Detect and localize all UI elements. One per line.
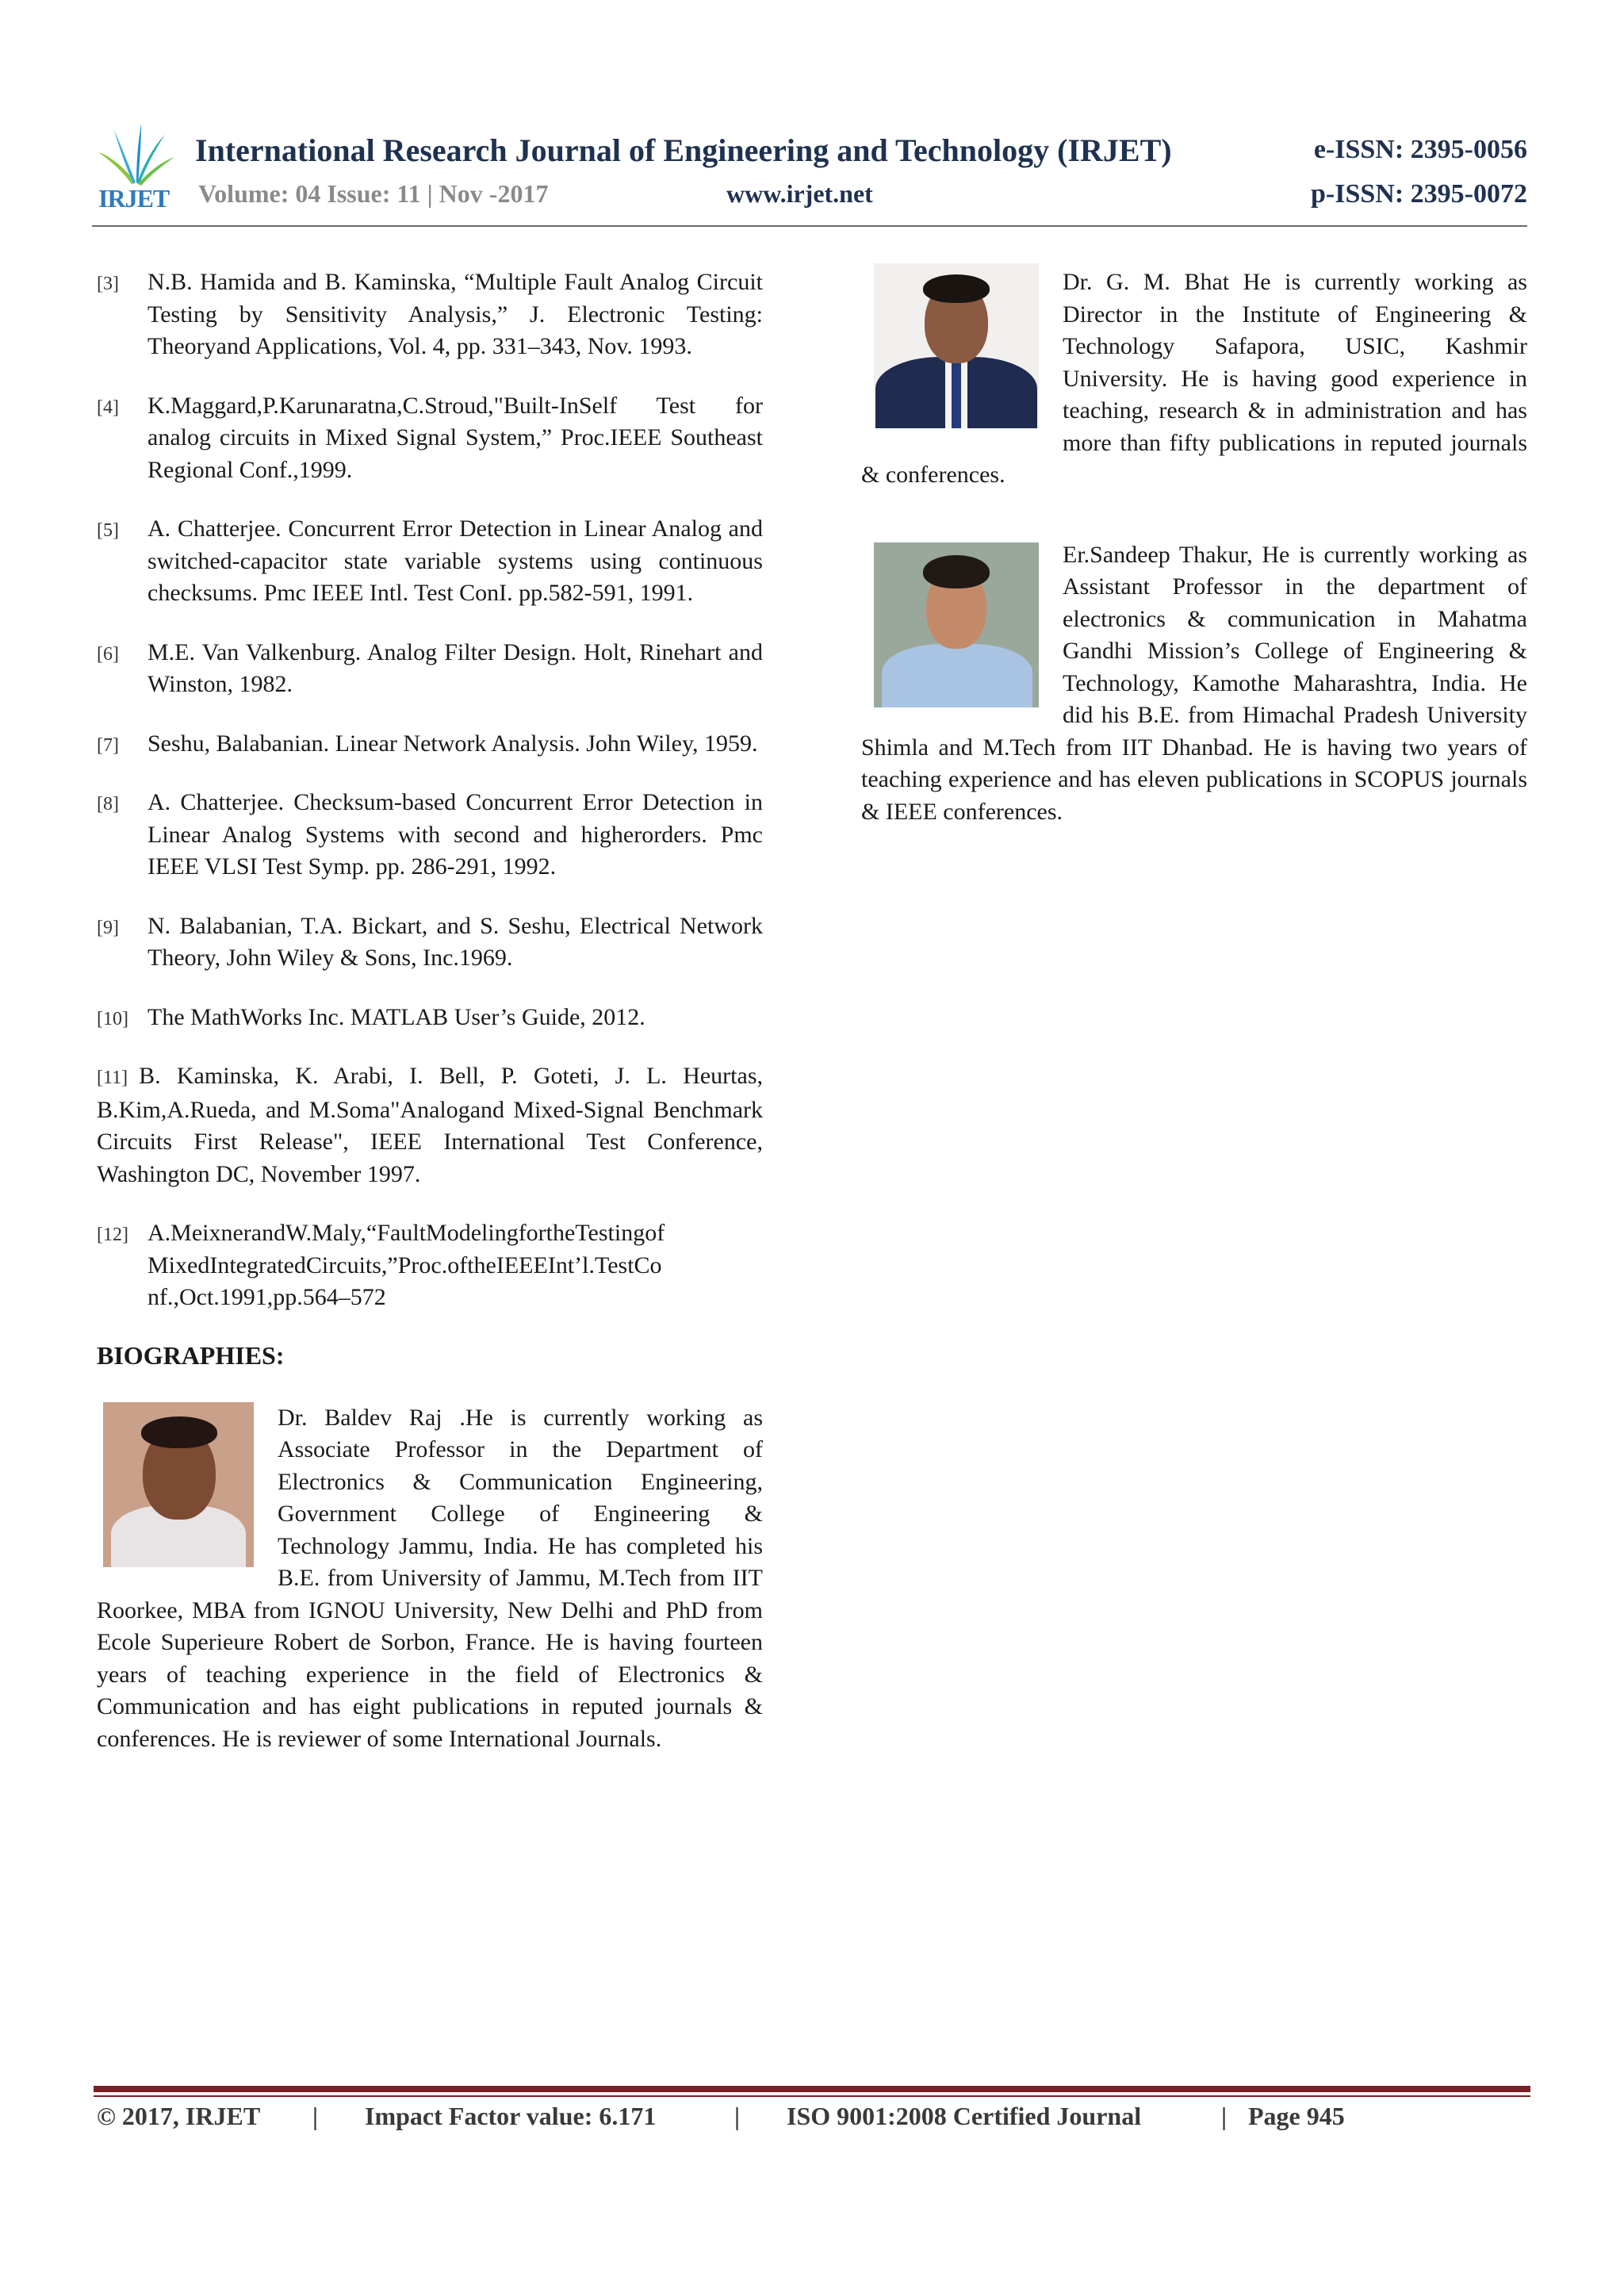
e-issn: e-ISSN: 2395-0056 [1313, 135, 1527, 164]
reference-number: [6] [97, 643, 119, 665]
reference-number: [10] [97, 1008, 128, 1029]
irjet-logo-leaves-icon [92, 119, 179, 190]
reference-item [97, 910, 763, 975]
author-photo [103, 1402, 254, 1567]
reference-number: [8] [97, 794, 119, 815]
irjet-logo [92, 119, 179, 214]
volume-issue: Volume: 04 Issue: 11 | Nov -2017 [198, 179, 549, 208]
biography-text: Er.Sandeep Thakur, He is currently working as Assistant Professor in the department of electronics & communication in Mahatma Gandhi Mission’s College of Engineering & Technology, Kamothe Maharashtra, India. He did his B.E. from Himachal Pradesh University Shimla and M.Tech from IIT Dhanbad. He is having two years of teaching experience and has eleven publications in SCOPUS journals & IEEE conferences. [861, 541, 1527, 825]
reference-text: Seshu, Balabanian. Linear Network Analysis. John Wiley, 1959. [147, 730, 758, 757]
reference-text: A. Chatterjee. Checksum-based Concurrent Error Detection in Linear Analog Systems with second and higherorders. Pmc IEEE VLSI Test Symp. pp. 286-291, 1992. [147, 789, 763, 880]
reference-number: [3] [97, 274, 119, 294]
biography-baldev-raj [97, 1402, 763, 1756]
biography-sandeep-thakur [861, 539, 1527, 829]
journal-header [92, 111, 1527, 230]
logo-text: IRJET [98, 184, 170, 213]
reference-number: [11] [97, 1068, 128, 1088]
footer-divider-thin [94, 2095, 1530, 2097]
biography-gm-bhat [861, 266, 1527, 492]
reference-item [97, 637, 763, 701]
left-column [97, 266, 763, 1755]
biography-text: Dr. G. M. Bhat He is currently working as Director in the Institute of Engineering & Technology Safapora, USIC, Kashmir University. He is having good experience in teaching, research & in administration and has more than fifty publications in reputed journals & conferences. [861, 269, 1527, 488]
reference-text: N. Balabanian, T.A. Bickart, and S. Seshu, Electrical Network Theory, John Wiley & Sons, Inc.1969. [147, 912, 763, 971]
author-photo [874, 542, 1039, 707]
biographies-heading: BIOGRAPHIES: [97, 1340, 285, 1370]
reference-item [97, 728, 763, 761]
reference-item [97, 513, 763, 610]
reference-text: K.Maggard,P.Karunaratna,C.Stroud,"Built-InSelf Test for analog circuits in Mixed Signal System,” Proc.IEEE Southeast Regional Conf.,1999. [147, 392, 763, 483]
reference-number: [7] [97, 734, 119, 756]
reference-text: M.E. Van Valkenburg. Analog Filter Design. Holt, Rinehart and Winston, 1982. [147, 638, 763, 697]
reference-number: [9] [97, 917, 119, 938]
reference-item [97, 390, 763, 487]
reference-item [97, 787, 763, 884]
reference-number: [4] [97, 397, 119, 418]
website-link[interactable]: www.irjet.net [726, 179, 873, 208]
reference-text: A. Chatterjee. Concurrent Error Detection in Linear Analog and switched-capacitor state variable systems using continuous checksums. Pmc IEEE Intl. Test ConI. pp.582-591, 1991. [147, 516, 763, 606]
footer-separator: | [734, 2102, 741, 2130]
reference-text: N.B. Hamida and B. Kaminska, “Multiple Fault Analog Circuit Testing by Sensitivity Analysis,” J. Electronic Testing: Theoryand Applications, Vol. 4, pp. 331–343, Nov. 1993. [147, 269, 763, 359]
page-footer [97, 2102, 1532, 2138]
footer-copyright: © 2017, IRJET [97, 2102, 261, 2130]
biography-text: Dr. Baldev Raj .He is currently working as Associate Professor in the Department of Electronics & Communication Engineering, Government College of Engineering & Technology Jammu, India. He has completed his B.E. from University of Jammu, M.Tech from IIT Roorkee, MBA from IGNOU University, New Delhi and PhD from Ecole Superieure Robert de Sorbon, France. He is having fourteen years of teaching experience in the field of Electronics & Communication and has eight publications in reputed journals & conferences. He is reviewer of some International Journals. [97, 1404, 763, 1752]
footer-separator: | [1221, 2102, 1228, 2130]
right-column [861, 266, 1527, 828]
reference-text: A.MeixnerandW.Maly,“FaultModelingfortheTestingof MixedIntegratedCircuits,”Proc.oftheIEEEInt’l.TestCo nf.,Oct.1991,pp.564–572 [147, 1220, 665, 1310]
reference-item [97, 1060, 763, 1190]
reference-text: The MathWorks Inc. MATLAB User’s Guide, 2012. [147, 1003, 645, 1030]
author-photo [874, 263, 1039, 428]
reference-item [97, 1002, 763, 1034]
footer-iso: ISO 9001:2008 Certified Journal [787, 2102, 1142, 2130]
reference-item [97, 1217, 763, 1314]
p-issn: p-ISSN: 2395-0072 [1311, 179, 1527, 209]
header-divider [92, 225, 1527, 227]
reference-item [97, 266, 763, 363]
reference-text: B. Kaminska, K. Arabi, I. Bell, P. Goteti, J. L. Heurtas, B.Kim,A.Rueda, and M.Soma"Analogand Mixed-Signal Benchmark Circuits First Release", IEEE International Test Conference, Washington DC, November 1997. [97, 1063, 763, 1187]
footer-separator: | [312, 2102, 319, 2130]
reference-number: [12] [97, 1225, 128, 1245]
reference-number: [5] [97, 520, 119, 541]
footer-page-number: Page 945 [1248, 2102, 1345, 2130]
footer-impact-factor: Impact Factor value: 6.171 [365, 2102, 657, 2130]
footer-divider-thick [94, 2086, 1530, 2092]
journal-title: International Research Journal of Engineering and Technology (IRJET) [195, 132, 1172, 168]
